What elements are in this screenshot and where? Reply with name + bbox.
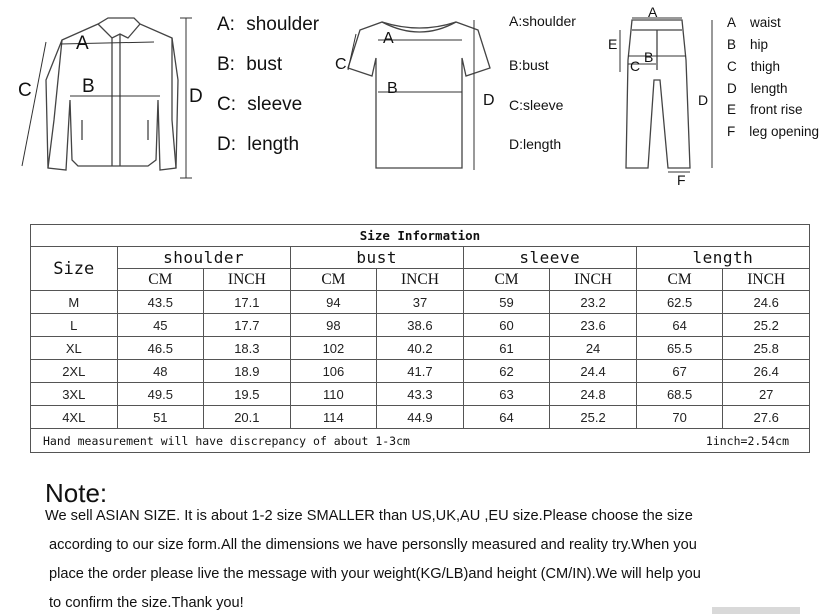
size-label-cell: 3XL <box>31 383 118 406</box>
tshirt-legend-item <box>509 136 561 152</box>
measurement-cell: 27.6 <box>723 406 810 429</box>
jacket-legend-item <box>217 54 282 76</box>
pants-letter-b: B <box>644 49 654 65</box>
measurement-cell: 24 <box>550 337 637 360</box>
legend-label: shoulder <box>246 14 320 35</box>
pants-legend-item <box>727 59 780 74</box>
jacket-letter-b: B <box>82 76 95 97</box>
pants-letter-e: E <box>608 36 618 52</box>
unit-header: CM <box>636 269 723 291</box>
measurement-cell: 62.5 <box>636 291 723 314</box>
table-footer <box>31 429 810 453</box>
measurement-cell: 43.3 <box>377 383 464 406</box>
measurement-cell: 24.8 <box>550 383 637 406</box>
measurement-cell: 23.2 <box>550 291 637 314</box>
note-line: We sell ASIAN SIZE. It is about 1-2 size SMALLER than US,UK,AU ,EU size.Please choose the size <box>45 508 693 524</box>
legend-label: waist <box>750 15 781 30</box>
table-row <box>31 360 810 383</box>
size-label-cell: 2XL <box>31 360 118 383</box>
measurement-cell: 41.7 <box>377 360 464 383</box>
measurement-cell: 98 <box>290 314 377 337</box>
pants-legend-item <box>727 15 781 30</box>
legend-key: C: <box>217 94 236 115</box>
measurement-cell: 67 <box>636 360 723 383</box>
group-header-sleeve: sleeve <box>463 247 636 269</box>
legend-key: A: <box>509 13 523 29</box>
jacket-letter-c: C <box>18 80 32 101</box>
measurement-cell: 38.6 <box>377 314 464 337</box>
measurement-cell: 68.5 <box>636 383 723 406</box>
jacket-legend-item <box>217 134 299 156</box>
measurement-cell: 70 <box>636 406 723 429</box>
size-label-cell: 4XL <box>31 406 118 429</box>
unit-header: CM <box>290 269 377 291</box>
pants-letter-d: D <box>698 92 709 108</box>
group-header-bust: bust <box>290 247 463 269</box>
measurement-cell: 18.3 <box>204 337 291 360</box>
tshirt-letter-c: C <box>335 56 347 73</box>
legend-label: length <box>750 81 788 96</box>
legend-label: sleeve <box>247 94 303 115</box>
garment-diagrams <box>0 0 800 200</box>
measurement-cell: 24.4 <box>550 360 637 383</box>
jacket-letter-d: D <box>189 86 203 107</box>
tshirt-letter-d: D <box>483 92 495 109</box>
measurement-cell: 37 <box>377 291 464 314</box>
measurement-cell: 24.6 <box>723 291 810 314</box>
measurement-cell: 27 <box>723 383 810 406</box>
measurement-cell: 25.2 <box>723 314 810 337</box>
size-label-cell: M <box>31 291 118 314</box>
measurement-cell: 62 <box>463 360 550 383</box>
measurement-cell: 17.1 <box>204 291 291 314</box>
measurement-cell: 94 <box>290 291 377 314</box>
pants-letter-c: C <box>630 58 641 74</box>
measurement-cell: 64 <box>463 406 550 429</box>
legend-label: bust <box>522 57 549 73</box>
size-label-cell: XL <box>31 337 118 360</box>
unit-header: CM <box>463 269 550 291</box>
measurement-cell: 63 <box>463 383 550 406</box>
size-column-header: Size <box>31 247 118 291</box>
pants-letter-f: F <box>677 172 686 188</box>
group-header-length: length <box>636 247 809 269</box>
legend-label: sleeve <box>523 97 564 113</box>
measurement-cell: 20.1 <box>204 406 291 429</box>
note-line: to confirm the size.Thank you! <box>49 595 244 611</box>
pants-letter-a: A <box>648 4 658 20</box>
jacket-legend-item <box>217 94 302 116</box>
measurement-cell: 19.5 <box>204 383 291 406</box>
jacket-illustration <box>46 18 178 170</box>
measurement-cell: 23.6 <box>550 314 637 337</box>
legend-key: C <box>727 59 737 74</box>
table-row <box>31 314 810 337</box>
measurement-disclaimer: Hand measurement will have discrepancy of about 1-3cm <box>43 433 410 448</box>
measurement-cell: 18.9 <box>204 360 291 383</box>
tshirt-legend-item <box>509 97 563 113</box>
tshirt-legend-item <box>509 57 549 73</box>
measurement-cell: 51 <box>117 406 204 429</box>
measurement-cell: 65.5 <box>636 337 723 360</box>
measurement-cell: 44.9 <box>377 406 464 429</box>
legend-label: hip <box>750 37 769 52</box>
measurement-cell: 110 <box>290 383 377 406</box>
measurement-cell: 46.5 <box>117 337 204 360</box>
legend-key: D: <box>217 134 236 155</box>
measurement-cell: 25.8 <box>723 337 810 360</box>
legend-key: A <box>727 15 737 30</box>
unit-header-row <box>31 269 810 291</box>
legend-key: E <box>727 102 737 117</box>
measurement-cell: 48 <box>117 360 204 383</box>
legend-key: B <box>727 37 737 52</box>
table-title: Size Information <box>31 225 810 247</box>
legend-label: bust <box>246 54 283 75</box>
inch-conversion: 1inch=2.54cm <box>705 433 789 448</box>
legend-label: thigh <box>750 59 781 74</box>
unit-header: INCH <box>204 269 291 291</box>
pants-illustration <box>626 20 690 168</box>
measurement-cell: 106 <box>290 360 377 383</box>
unit-header: INCH <box>377 269 464 291</box>
legend-key: D: <box>509 136 523 152</box>
legend-key: C: <box>509 97 523 113</box>
note-line: place the order please live the message with your weight(KG/LB)and height (CM/IN).We will help you <box>49 566 701 582</box>
horizontal-scrollbar[interactable] <box>712 607 800 614</box>
legend-label: leg opening <box>749 124 819 139</box>
legend-key: A: <box>217 14 235 35</box>
jacket-letter-a: A <box>76 33 89 54</box>
pants-legend-item <box>727 102 803 117</box>
measurement-cell: 59 <box>463 291 550 314</box>
legend-key: B: <box>217 54 235 75</box>
table-row <box>31 291 810 314</box>
legend-label: shoulder <box>522 13 576 29</box>
note-title: Note: <box>45 478 108 508</box>
measurement-cell: 61 <box>463 337 550 360</box>
measurement-cell: 49.5 <box>117 383 204 406</box>
unit-header: INCH <box>723 269 810 291</box>
size-rows <box>31 291 810 429</box>
legend-key: B: <box>509 57 523 73</box>
measurement-cell: 60 <box>463 314 550 337</box>
measurement-cell: 43.5 <box>117 291 204 314</box>
table-row <box>31 406 810 429</box>
legend-label: front rise <box>750 102 803 117</box>
jacket-legend-item <box>217 14 319 36</box>
measurement-cell: 45 <box>117 314 204 337</box>
legend-label: length <box>523 136 562 152</box>
legend-key: D <box>727 81 737 96</box>
table-row <box>31 337 810 360</box>
measurement-cell: 25.2 <box>550 406 637 429</box>
measurement-cell: 40.2 <box>377 337 464 360</box>
pants-legend-item <box>727 124 819 139</box>
note-line: according to our size form.All the dimensions we have personslly measured and reality try.When you <box>49 537 697 553</box>
unit-header: CM <box>117 269 204 291</box>
legend-label: length <box>247 134 300 155</box>
size-label-cell: L <box>31 314 118 337</box>
unit-header: INCH <box>550 269 637 291</box>
measurement-cell: 114 <box>290 406 377 429</box>
measurement-cell: 102 <box>290 337 377 360</box>
measurement-cell: 64 <box>636 314 723 337</box>
tshirt-letter-a: A <box>383 30 394 47</box>
measurement-cell: 17.7 <box>204 314 291 337</box>
tshirt-letter-b: B <box>387 80 398 97</box>
legend-key: F <box>727 124 736 139</box>
group-header-shoulder: shoulder <box>117 247 290 269</box>
pants-legend-item <box>727 81 788 96</box>
tshirt-illustration <box>348 22 490 168</box>
table-row <box>31 383 810 406</box>
tshirt-legend-item <box>509 13 576 29</box>
pants-legend-item <box>727 37 768 52</box>
measurement-cell: 26.4 <box>723 360 810 383</box>
size-information-table <box>30 224 810 453</box>
